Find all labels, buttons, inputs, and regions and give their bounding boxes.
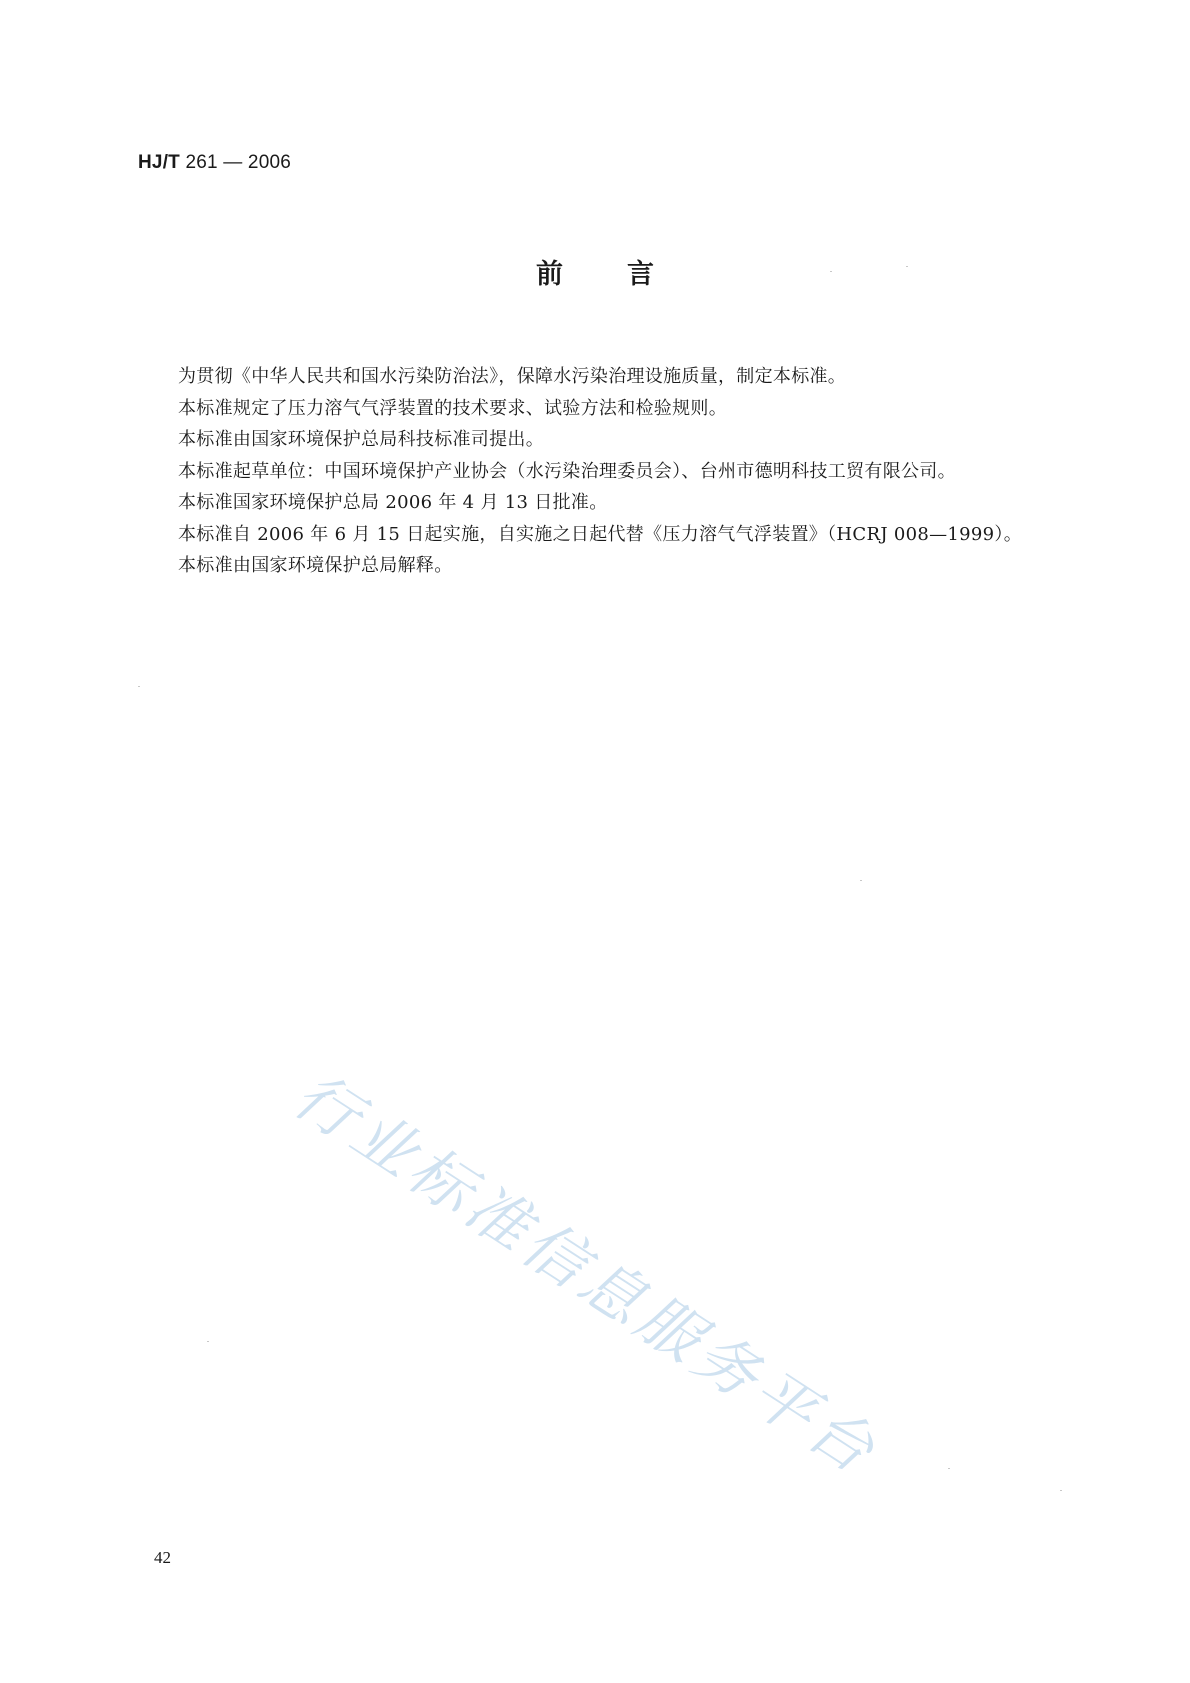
page-title: 前言 <box>536 259 718 290</box>
paragraph: 本标准起草单位：中国环境保护产业协会（水污染治理委员会）、台州市德明科技工贸有限公司。 <box>178 460 956 482</box>
scan-speck <box>138 686 140 687</box>
standard-code-number: 261 — 2006 <box>179 152 291 173</box>
paragraph: 本标准由国家环境保护总局科技标准司提出。 <box>178 429 544 450</box>
paragraph: 本标准自 2006 年 6 月 15 日起实施，自实施之日起代替《压力溶气气浮装置》（HCRJ 008—1999）。 <box>178 523 1023 545</box>
paragraph: 本标准国家环境保护总局 2006 年 4 月 13 日批准。 <box>178 492 608 513</box>
standard-code <box>138 152 291 174</box>
scan-speck <box>207 1341 209 1342</box>
paragraph: 本标准由国家环境保护总局解释。 <box>178 555 453 576</box>
standard-code-prefix: HJ/T <box>138 152 180 173</box>
page-number: 42 <box>154 1548 171 1567</box>
scan-speck <box>906 266 908 267</box>
watermark: 行业标准信息服务平台 <box>281 1058 892 1490</box>
paragraph: 为贯彻《中华人民共和国水污染防治法》，保障水污染治理设施质量，制定本标准。 <box>178 366 847 387</box>
scan-speck <box>948 1468 950 1469</box>
scan-speck <box>830 271 832 272</box>
scan-speck <box>860 880 862 881</box>
foreword-body <box>178 361 1078 582</box>
paragraph: 本标准规定了压力溶气气浮装置的技术要求、试验方法和检验规则。 <box>178 397 727 419</box>
scan-speck <box>1060 1490 1062 1491</box>
